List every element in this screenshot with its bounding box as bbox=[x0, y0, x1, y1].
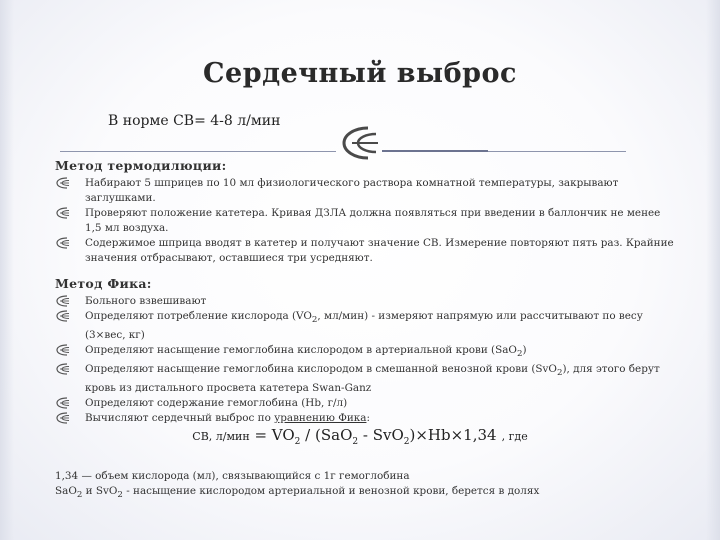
bullet-icon bbox=[56, 295, 70, 307]
list-item: Проверяют положение катетера. Кривая ДЗЛА должна появляться при введении в баллончик не менее 1,5 мл воздуха. bbox=[55, 206, 675, 236]
bullet-icon bbox=[56, 177, 70, 189]
list-item: Определяют потребление кислорода ($VO_2$, мл/мин) - измеряют напрямую или рассчитывают по весу (3×вес, кг) bbox=[55, 309, 675, 343]
list-item: Содержимое шприца вводят в катетер и получают значение СВ. Измерение повторяют пять раз. Крайние значения отбрасывают, оставшиеся три усредняют. bbox=[55, 236, 675, 266]
norm-value-text: В норме СВ= 4-8 л/мин bbox=[108, 113, 281, 129]
fick-equation-link[interactable]: уравнению Фика bbox=[274, 412, 367, 425]
formula-notes bbox=[55, 469, 539, 503]
thermodilution-list bbox=[55, 176, 675, 266]
list-item: Определяют насыщение гемоглобина кислородом в смешанной венозной крови (SvO$_2$), для этого берут кровь из дистального просвета катетера Swan-Ganz bbox=[55, 362, 675, 396]
bullet-icon bbox=[56, 363, 70, 375]
bullet-icon bbox=[56, 237, 70, 249]
list-item: Набирают 5 шприцев по 10 мл физиологического раствора комнатной температуры, закрывают заглушками. bbox=[55, 176, 675, 206]
bullet-icon bbox=[56, 207, 70, 219]
fick-formula: СВ, $л/мин = VO_2 / (SaO_2 - SvO_2)\times Hb\times 1,34$ , где bbox=[192, 426, 528, 448]
list-item: Вычисляют сердечный выброс по уравнению Фика: bbox=[55, 411, 675, 426]
bullet-icon bbox=[56, 397, 70, 409]
fick-list bbox=[55, 294, 675, 426]
note-line-2: SaO$_2$ и SvO$_2$ - насыщение кислородом артериальной и венозной крови, берется в долях bbox=[55, 485, 540, 501]
bullet-icon bbox=[56, 412, 70, 424]
decorative-bullet-icon bbox=[338, 126, 382, 169]
thermodilution-heading: Метод термодилюции: bbox=[55, 158, 227, 173]
divider-right-accent bbox=[382, 150, 488, 152]
bullet-icon bbox=[56, 344, 70, 356]
bullet-icon bbox=[56, 310, 70, 322]
divider-left bbox=[60, 151, 336, 152]
list-item: Определяют содержание гемоглобина (Hb, г/л) bbox=[55, 396, 675, 411]
note-line-1: 1,34 — объем кислорода (мл), связывающийся с 1г гемоглобина bbox=[55, 470, 410, 482]
fick-heading: Метод Фика: bbox=[55, 276, 152, 291]
slide-title: Сердечный выброс bbox=[203, 58, 517, 89]
list-item: Определяют насыщение гемоглобина кислородом в артериальной крови (SaO$_2$) bbox=[55, 343, 675, 362]
list-item: Больного взвешивают bbox=[55, 294, 675, 309]
